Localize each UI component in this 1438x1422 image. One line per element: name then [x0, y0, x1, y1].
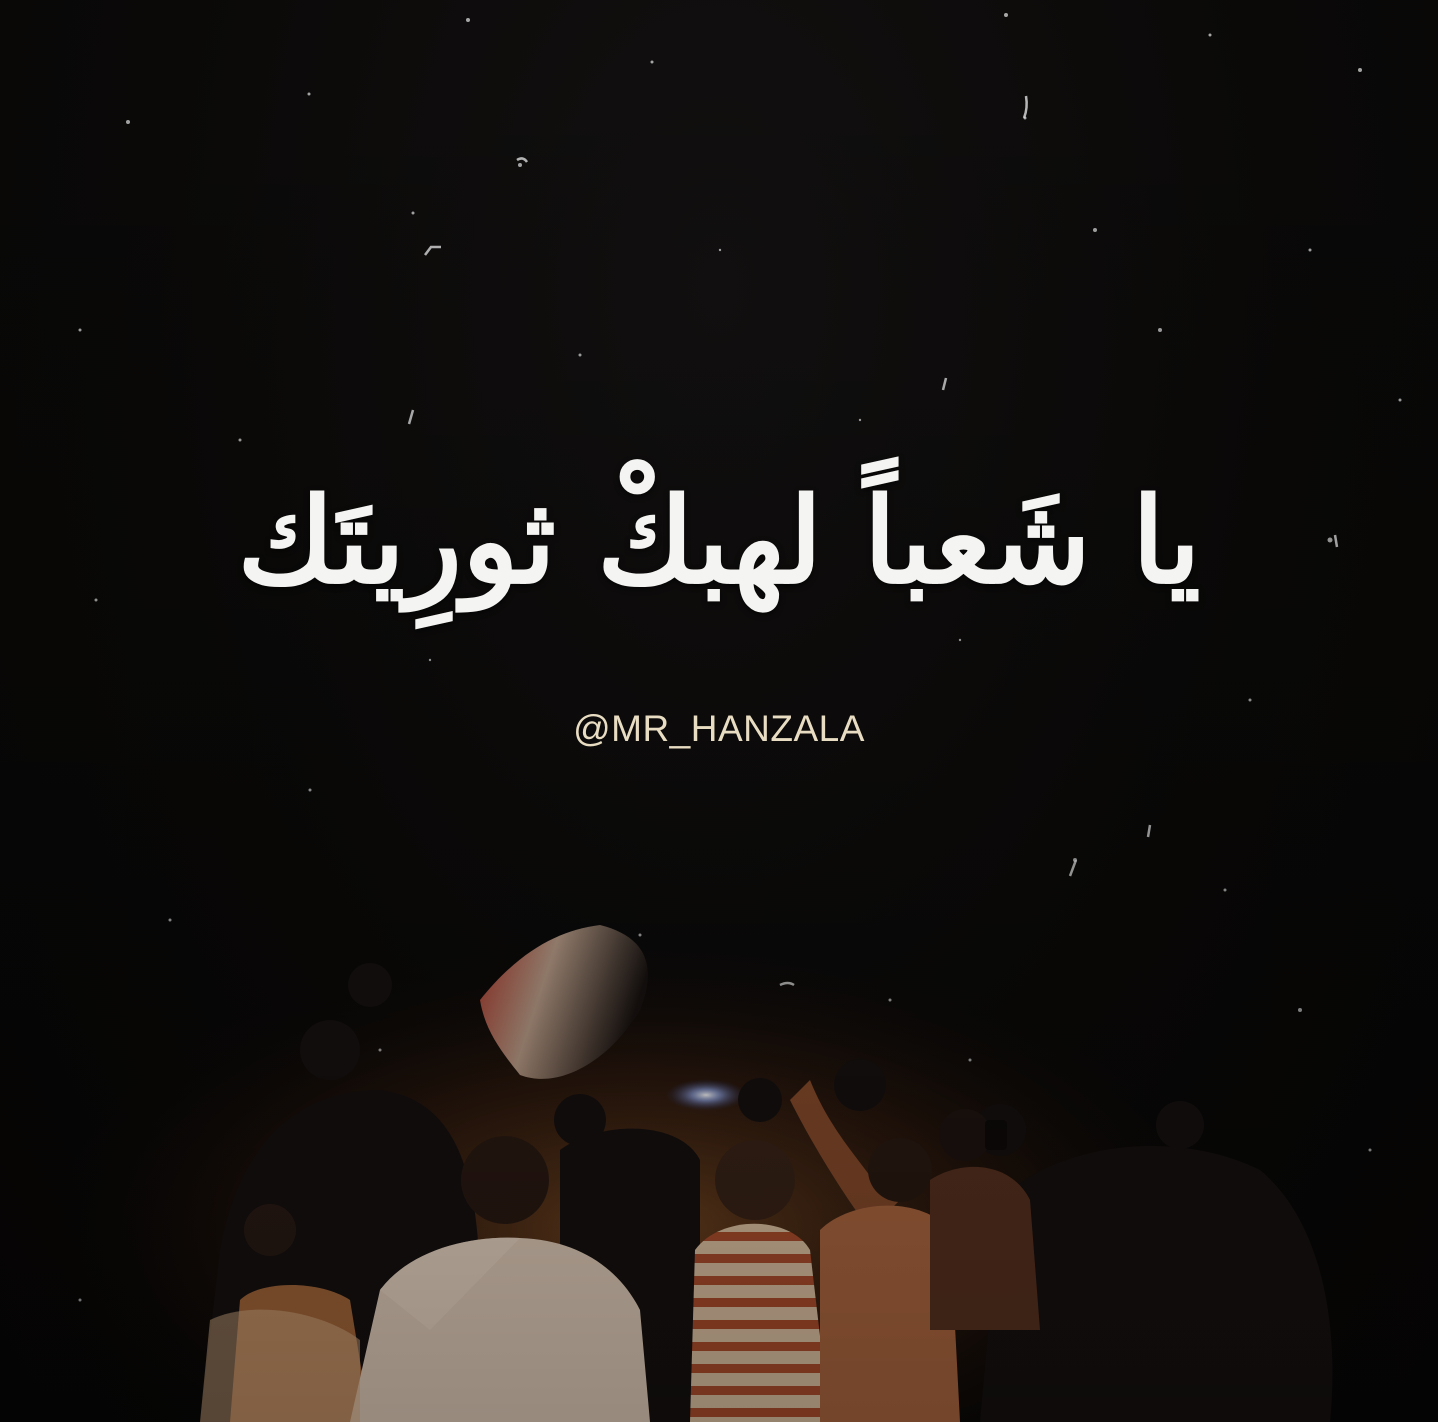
- arabic-headline: يا شَعباً لهبكْ ثورِيتَك: [237, 471, 1201, 610]
- author-handle: @MR_HANZALA: [573, 708, 865, 749]
